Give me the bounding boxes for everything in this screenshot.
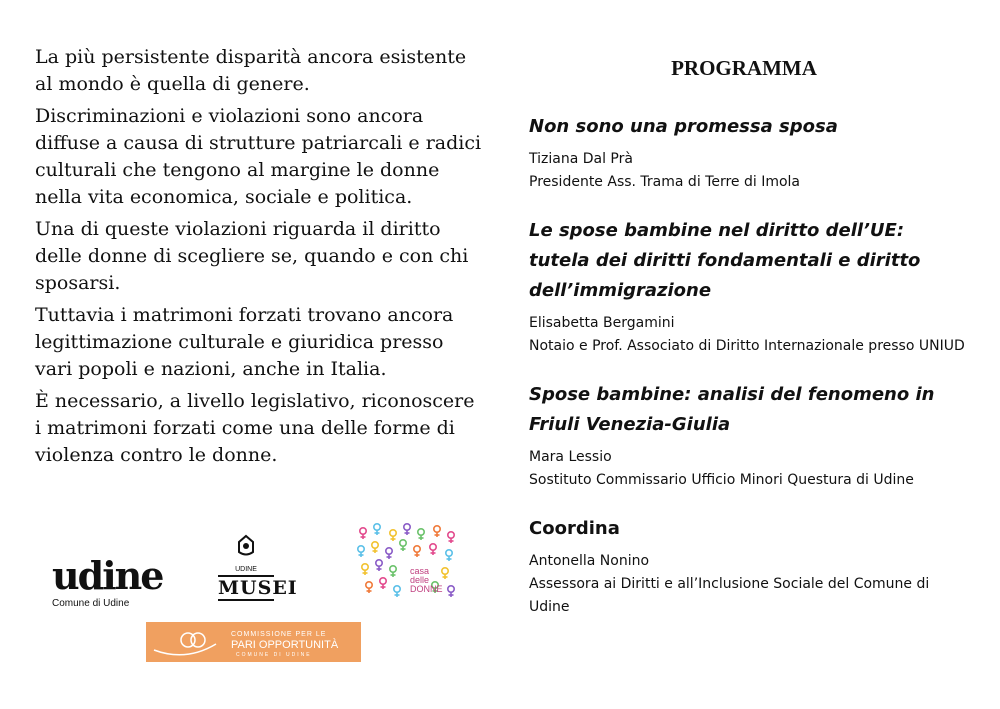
programma-title: PROGRAMMA: [671, 56, 817, 80]
gender-symbol: [390, 530, 396, 541]
intro-paragraph: Tuttavia i matrimoni forzati trovano ancora legittimazione culturale e giuridica presso vari popoli e nazioni, anche in Italia.: [35, 304, 454, 380]
speaker-name: Antonella Nonino: [529, 553, 650, 569]
coordina-speaker: [529, 550, 969, 619]
casa-label: [410, 567, 443, 594]
gender-symbol: [358, 546, 364, 557]
pari-line3: COMUNE DI UDINE: [236, 652, 312, 658]
talk-speaker: [529, 148, 969, 194]
speaker-role: Sostituto Commissario Ufficio Minori Questura di Udine: [529, 472, 914, 488]
pari-line1: COMMISSIONE PER LE: [231, 631, 327, 638]
pari-line2: PARI OPPORTUNITÀ: [231, 639, 339, 651]
gender-symbol: [434, 526, 440, 537]
udine-wordmark: udine: [52, 553, 163, 598]
musei-top-label: UDINE: [235, 566, 257, 573]
gender-symbol: [372, 542, 378, 553]
talk-title: Le spose bambine nel diritto dell’UE: tutela dei diritti fondamentali e diritto dell’immigrazione: [529, 220, 921, 301]
pari-swirl-icon: [146, 622, 226, 662]
coordina-title: Coordina: [529, 518, 620, 539]
talk-item: [529, 112, 969, 194]
talk-speaker: [529, 446, 969, 492]
talk-item: [529, 216, 969, 358]
gender-symbol: [360, 528, 366, 539]
speaker-name: Elisabetta Bergamini: [529, 315, 675, 331]
gender-symbol: [374, 524, 380, 535]
gender-symbol: [376, 560, 382, 571]
gender-symbol: [400, 540, 406, 551]
talk-title: Spose bambine: analisi del fenomeno in Friuli Venezia-Giulia: [529, 384, 935, 435]
speaker-role: Notaio e Prof. Associato di Diritto Internazionale presso UNIUD: [529, 338, 965, 354]
coordina-item: [529, 514, 969, 619]
talk-item: [529, 380, 969, 492]
gender-symbol: [430, 544, 436, 555]
talk-title: Non sono una promessa sposa: [529, 116, 838, 137]
udine-caption: Comune di Udine: [52, 598, 130, 609]
comune-udine-logo: [52, 553, 163, 609]
casa-line: DONNE: [410, 584, 443, 594]
gender-symbol: [380, 578, 386, 589]
gender-symbol: [448, 532, 454, 543]
intro-paragraph: È necessario, a livello legislativo, riconoscere i matrimoni forzati come una delle forme di violenza contro le donne.: [35, 390, 475, 466]
musei-name: MUSEI: [218, 577, 298, 599]
speaker-role: Assessora ai Diritti e all’Inclusione Sociale del Comune di Udine: [529, 576, 930, 615]
speaker-name: Mara Lessio: [529, 449, 612, 465]
speaker-name: Tiziana Dal Prà: [529, 151, 633, 167]
musei-logo: [218, 534, 298, 601]
casa-line: delle: [410, 575, 430, 585]
gender-symbol: [414, 546, 420, 557]
speaker-role: Presidente Ass. Trama di Terre di Imola: [529, 174, 800, 190]
gender-symbol: [404, 524, 410, 535]
intro-paragraph: Discriminazioni e violazioni sono ancora diffuse a causa di strutture patriarcali e radici culturali che tengono al margine le donne nella vita economica, sociale e politica.: [35, 105, 482, 208]
pari-opportunita-logo: [146, 622, 361, 662]
intro-paragraph: La più persistente disparità ancora esistente al mondo è quella di genere.: [35, 46, 467, 95]
gender-symbol: [362, 564, 368, 575]
gender-symbol: [366, 582, 372, 593]
gender-symbol: [442, 568, 448, 579]
gender-symbol: [446, 550, 452, 561]
intro-text: [35, 44, 485, 474]
programma-section: [529, 56, 969, 641]
gender-symbol: [390, 566, 396, 577]
crest-icon: [231, 534, 261, 558]
gender-symbol: [418, 529, 424, 540]
casa-line: casa: [410, 566, 430, 576]
gender-symbol: [386, 548, 392, 559]
casa-delle-donne-logo: [355, 523, 465, 603]
gender-symbol: [448, 586, 454, 597]
gender-symbol: [394, 586, 400, 597]
intro-paragraph: Una di queste violazioni riguarda il diritto delle donne di scegliere se, quando e con chi sposarsi.: [35, 218, 469, 294]
talk-speaker: [529, 312, 969, 358]
